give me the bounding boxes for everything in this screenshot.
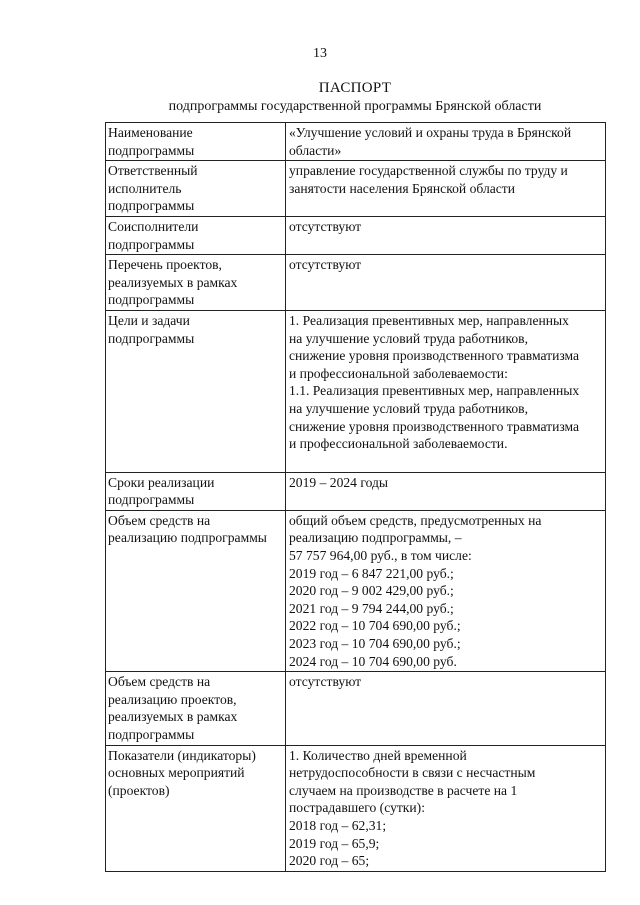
row-label: Объем средств на реализацию проектов, реализуемых в рамках подпрограммы <box>106 672 286 745</box>
page-number: 13 <box>313 46 327 61</box>
row-value: отсутствуют <box>286 255 606 311</box>
table-row <box>106 310 606 472</box>
passport-table <box>105 122 606 872</box>
document-title: ПАСПОРТ <box>318 80 392 96</box>
row-label: Соисполнители подпрограммы <box>106 216 286 254</box>
row-label: Ответственный исполнитель подпрограммы <box>106 161 286 217</box>
row-value: отсутствуют <box>286 672 606 745</box>
row-value: управление государственной службы по труду и занятости населения Брянской области <box>286 161 606 217</box>
table-row <box>106 510 606 671</box>
table-row <box>106 161 606 217</box>
row-label: Показатели (индикаторы) основных мероприятий (проектов) <box>106 745 286 871</box>
row-value: «Улучшение условий и охраны труда в Брянской области» <box>286 123 606 161</box>
row-label: Объем средств на реализацию подпрограммы <box>106 510 286 671</box>
row-value: 1. Реализация превентивных мер, направленных на улучшение условий труда работников, снижение уровня производственного травматизма и профессиональной заболеваемости: 1.1. Реализация превентивных мер, направленных на улучшение условий труда работников, снижение уровня производственного травматизма и профессиональной заболеваемости. <box>286 310 606 472</box>
table-row <box>106 472 606 510</box>
table-row <box>106 672 606 745</box>
row-label: Перечень проектов, реализуемых в рамках подпрограммы <box>106 255 286 311</box>
row-label: Сроки реализации подпрограммы <box>106 472 286 510</box>
table-row <box>106 255 606 311</box>
row-value: общий объем средств, предусмотренных на реализацию подпрограммы, – 57 757 964,00 руб., в том числе: 2019 год – 6 847 221,00 руб.; 2020 год – 9 002 429,00 руб.; 2021 год – 9 794 244,00 руб.; 2022 год – 10 704 690,00 руб.; 2023 год – 10 704 690,00 руб.; 2024 год – 10 704 690,00 руб. <box>286 510 606 671</box>
document-subtitle: подпрограммы государственной программы Брянской области <box>168 99 542 114</box>
table-row <box>106 216 606 254</box>
row-value: отсутствуют <box>286 216 606 254</box>
row-value: 1. Количество дней временной нетрудоспособности в связи с несчастным случаем на производстве в расчете на 1 пострадавшего (сутки): 2018 год – 62,31; 2019 год – 65,9; 2020 год – 65; <box>286 745 606 871</box>
row-label: Наименование подпрограммы <box>106 123 286 161</box>
row-value: 2019 – 2024 годы <box>286 472 606 510</box>
table-row <box>106 745 606 871</box>
table-row <box>106 123 606 161</box>
row-label: Цели и задачи подпрограммы <box>106 310 286 472</box>
